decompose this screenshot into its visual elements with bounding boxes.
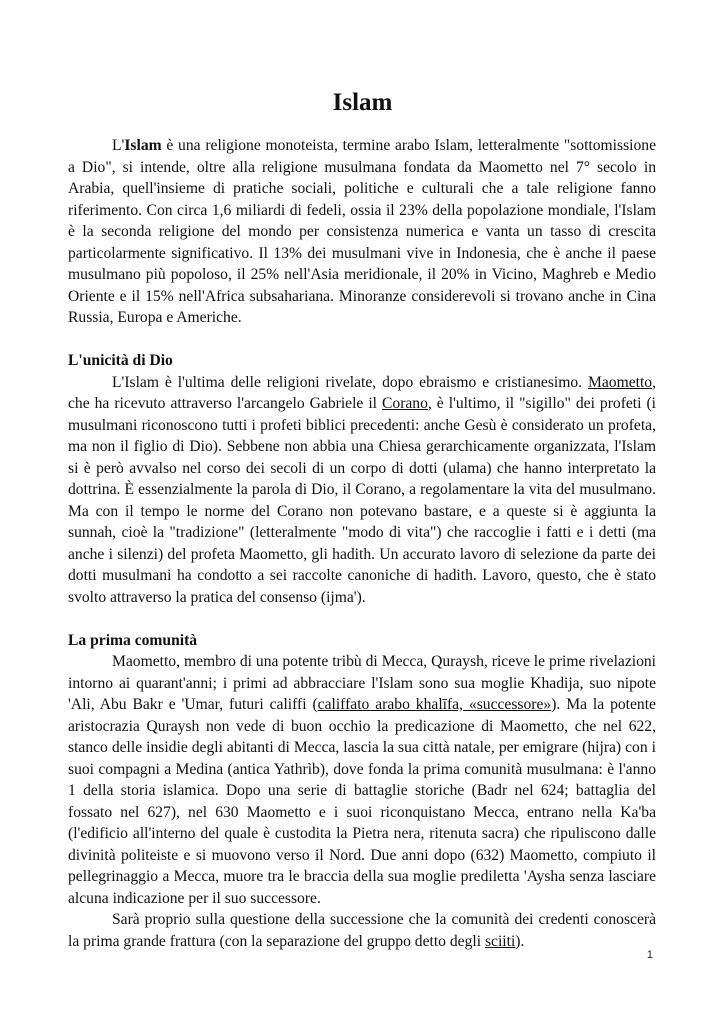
link-sciiti[interactable]: sciiti <box>484 932 516 950</box>
intro-block <box>68 135 656 952</box>
section-paragraph-unicita <box>68 372 656 609</box>
link-corano[interactable]: Corano <box>382 395 428 412</box>
text-run: ). <box>515 932 525 950</box>
text-run: Maometto, membro di una potente tribù di Mecca, Quraysh, riceve le prime rivelazioni intorno ai quarant'anni; i primi ad abbracciare l'Islam sono sua moglie Khadija, suo nipote 'Ali, Abu Bakr e 'Umar, futuri califfi ( <box>68 653 656 713</box>
page-number: 1 <box>646 949 653 961</box>
intro-paragraph <box>68 135 656 329</box>
section-heading-unicita: L'unicità di Dio <box>68 352 173 369</box>
text-run: L'Islam è l'ultima delle religioni rivelate, dopo ebraismo e cristianesimo. <box>112 373 588 391</box>
intro-term: Islam <box>124 137 162 154</box>
link-califfato[interactable]: califfato arabo khalīfa, «successore» <box>317 696 552 713</box>
intro-text: è una religione monoteista, termine arabo Islam, letteralmente "sottomissione a Dio", si intende, oltre alla religione musulmana fondata da Maometto nel 7° secolo in Arabia, quell'insieme di pratiche sociali, politiche e culturali che a tale religione fanno riferimento. Con circa 1,6 miliardi di fedeli, ossia il 23% della popolazione mondiale, l'Islam è la seconda religione del mondo per consistenza numerica e vanta un tasso di crescita particolarmente significativo. Il 13% dei musulmani vive in Indonesia, che è anche il paese musulmano più popoloso, il 25% nell'Asia meridionale, il 20% in Vicino, Maghreb e Medio Oriente e il 15% nell'Africa subsahariana. Minoranze considerevoli si trovano anche in Cina Russia, Europa e Americhe. <box>68 137 656 326</box>
text-run: , è l'ultimo, il "sigillo" dei profeti (i musulmani riconoscono tutti i profeti biblici precedenti: anche Gesù è considerato un profeta, ma non il figlio di Dio). Sebbene non abbia una Chiesa gerarchicamente organizzata, l'Islam si è però avvalso nel corso dei secoli di un corpo di dotti (ulama) che hanno interpretato la dottrina. È essenzialmente la parola di Dio, il Corano, a regolamentare la vita del musulmano. Ma con il tempo le norme del Corano non potevano bastare, e a queste si è aggiunta la sunnah, cioè la "tradizione" (letteralmente "modo di vita") che raccoglie i fatti e i detti (ma anche i silenzi) del profeta Maometto, gli hadith. Un accurato lavoro di selezione da parte dei dotti musulmani ha condotto a sei raccolte canoniche di hadith. Lavoro, questo, che è stato svolto attraverso la pratica del consenso (ijma'). <box>68 395 656 606</box>
text-run: ). Ma la potente aristocrazia Quraysh non vede di buon occhio la predicazione di Maometto, che nel 622, stanco delle insidie degli abitanti di Mecca, lascia la sua città natale, per emigrare (hijra) con i suoi compagni a Medina (antica Yathrìb), dove fonda la prima comunità musulmana: è l'anno 1 della storia islamica. Dopo una serie di battaglie storiche (Badr nel 624; battaglia del fossato nel 627), nel 630 Maometto e i suoi riconquistano Mecca, entrano nella Ka'ba (l'edificio all'interno del quale è custodita la Pietra nera, ritenuta sacra) che ripuliscono dalle divinità politeiste e si muovono verso il Nord. Due anni dopo (632) Maometto, compiuto il pellegrinaggio a Mecca, muore tra le braccia della sua moglie prediletta 'Aysha senza lasciare alcuna indicazione per il suo successore. <box>68 696 656 907</box>
intro-lead: L' <box>112 137 125 154</box>
text-run: , che ha ricevuto attraverso l'arcangelo Gabriele il <box>68 373 656 412</box>
section-paragraph-successione <box>68 909 656 952</box>
text-run: Sarà proprio sulla questione della successione che la comunità dei credenti conoscerà la prima grande frattura (con la separazione del gruppo detto degli <box>68 911 656 950</box>
link-maometto[interactable]: Maometto <box>587 373 653 391</box>
section-heading-prima-comunita: La prima comunità <box>68 631 198 649</box>
page-title: Islam <box>332 89 393 116</box>
section-paragraph-prima-comunita <box>68 651 656 909</box>
